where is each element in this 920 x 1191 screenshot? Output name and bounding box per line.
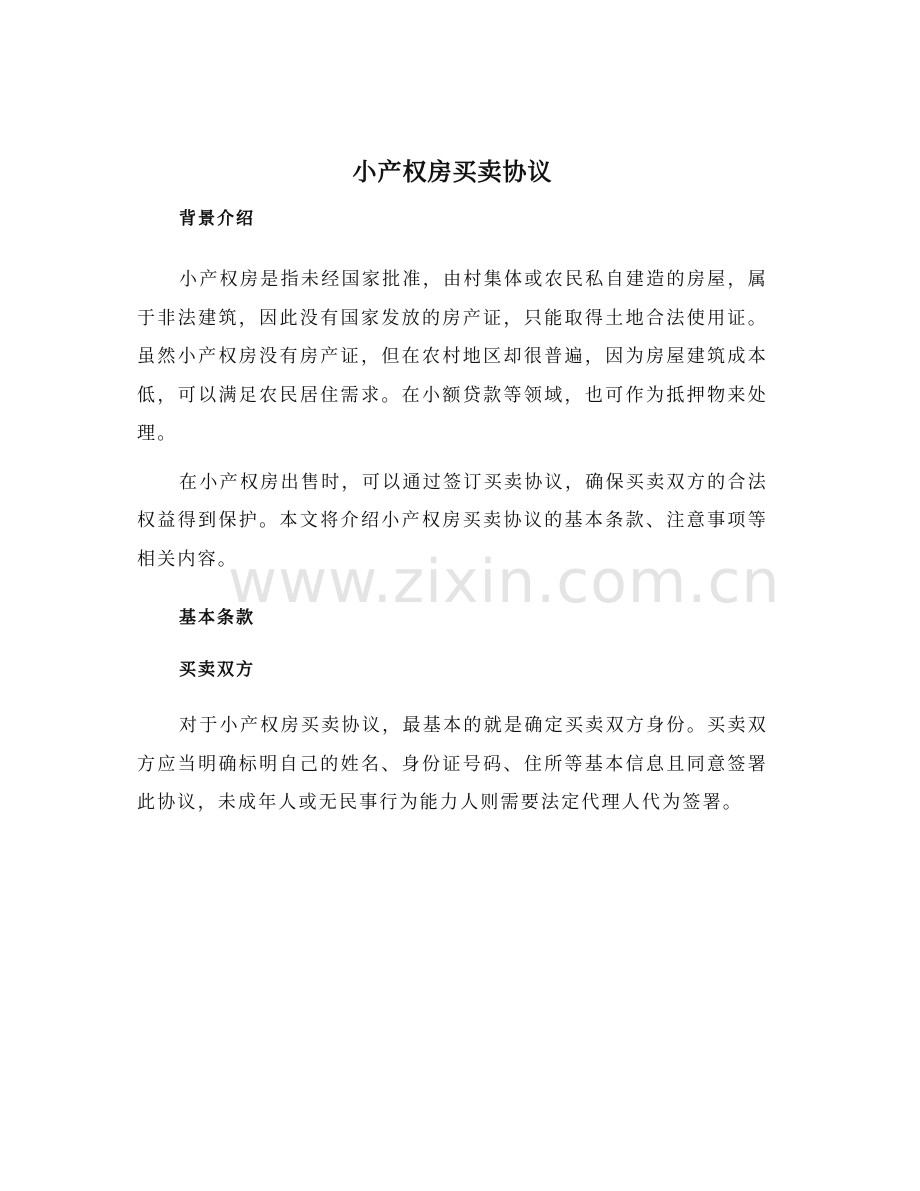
watermark: www.zixin.com.cn (228, 547, 781, 617)
paragraph-parties-1: 对于小产权房买卖协议，最基本的就是确定买卖双方身份。买卖双方应当明确标明自己的姓名、身份证号码、住所等基本信息且同意签署此协议，未成年人或无民事行为能力人则需要法定代理人代为签署。 (137, 715, 768, 813)
document-title: 小产权房买卖协议 (352, 158, 553, 186)
paragraph-background-1: 小产权房是指未经国家批准，由村集体或农民私自建造的房屋，属于非法建筑，因此没有国家发放的房产证，只能取得土地合法使用证。虽然小产权房没有房产证，但在农村地区却很普遍，因为房屋建筑成本低，可以满足农民居住需求。在小额贷款等领域，也可作为抵押物来处理。 (137, 269, 768, 444)
section-heading-parties: 买卖双方 (179, 660, 255, 680)
section-heading-basic-terms: 基本条款 (179, 608, 255, 628)
document-body (137, 148, 781, 823)
paragraph-background-2: 在小产权房出售时，可以通过签订买卖协议，确保买卖双方的合法权益得到保护。本文将介绍小产权房买卖协议的基本条款、注意事项等相关内容。 (137, 471, 768, 570)
section-heading-background: 背景介绍 (179, 209, 255, 229)
